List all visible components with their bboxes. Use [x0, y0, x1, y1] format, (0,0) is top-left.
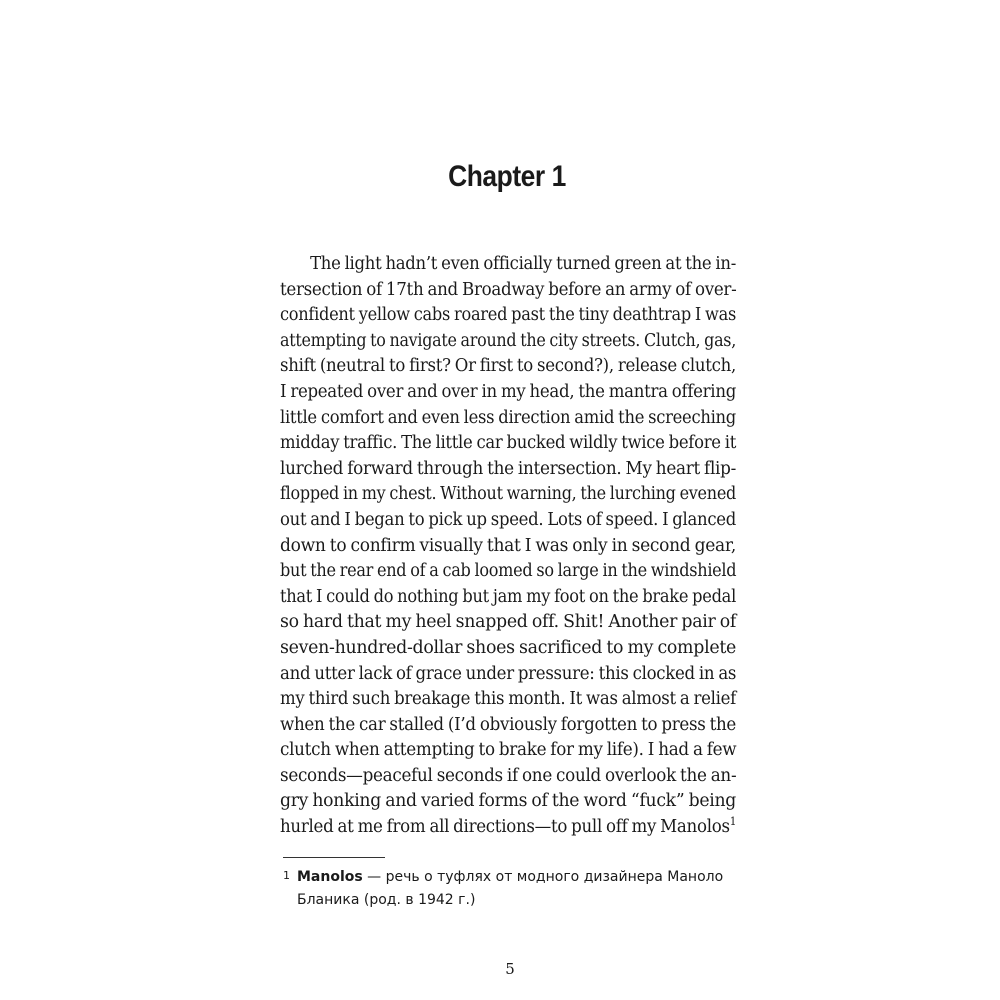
body-line: but the rear end of a cab loomed so large in the windshield [280, 561, 737, 582]
body-line: confident yellow cabs roared past the tiny deathtrap I was [280, 305, 736, 326]
body-line: The light hadn’t even officially turned green at the in- [310, 254, 736, 274]
footnote-line [283, 866, 743, 889]
body-line: so hard that my heel snapped off. Shit! Another pair of [280, 612, 736, 633]
footnote-term: Manolos [297, 869, 363, 885]
body-line: tersection of 17th and Broadway before an army of over- [280, 279, 737, 300]
body-line: when the car stalled (I’d obviously forgotten to press the [280, 714, 737, 735]
body-line: seconds—peaceful seconds if one could overlook the an- [280, 765, 737, 786]
body-line: seven-hundred-dollar shoes sacrificed to my complete [280, 637, 737, 658]
body-line: I repeated over and over in my head, the mantra offering [280, 381, 737, 402]
body-line: gry honking and varied forms of the word “fuck” being [280, 791, 737, 812]
body-line: midday traffic. The little car bucked wildly twice before it [280, 433, 737, 454]
footnote-text: Бланика (род. в 1942 г.) [297, 892, 476, 908]
body-line-last [280, 815, 736, 841]
footnote [283, 866, 743, 912]
footnote-line [283, 889, 743, 912]
footnote-marker: 1 [283, 869, 290, 882]
body-line: that I could do nothing but jam my foot on the brake pedal [280, 586, 736, 607]
body-line: flopped in my chest. Without warning, the lurching evened [280, 484, 737, 505]
footnote-text: — речь о туфлях от модного дизайнера Маноло [362, 869, 724, 885]
page-number: 5 [505, 960, 515, 978]
body-line: clutch when attempting to brake for my life). I had a few [280, 740, 737, 761]
chapter-title: Chapter 1 [448, 160, 566, 193]
footnote-divider [283, 857, 385, 858]
body-line: and utter lack of grace under pressure: this clocked in as [280, 663, 737, 684]
body-line-text: hurled at me from all directions—to pull off my Manolos [280, 817, 730, 838]
chapter-body [280, 252, 736, 841]
footnote-reference[interactable]: 1 [729, 815, 737, 829]
body-line: lurched forward through the intersection. My heart flip- [280, 458, 736, 479]
body-line: shift (neutral to first? Or first to second?), release clutch, [280, 356, 737, 377]
body-line: out and I began to pick up speed. Lots of speed. I glanced [280, 509, 737, 530]
body-line: little comfort and even less direction amid the screeching [280, 407, 736, 428]
body-line: down to confirm visually that I was only in second gear, [280, 535, 737, 556]
body-line: my third such breakage this month. It was almost a relief [280, 689, 737, 710]
body-line: attempting to navigate around the city streets. Clutch, gas, [280, 330, 737, 351]
